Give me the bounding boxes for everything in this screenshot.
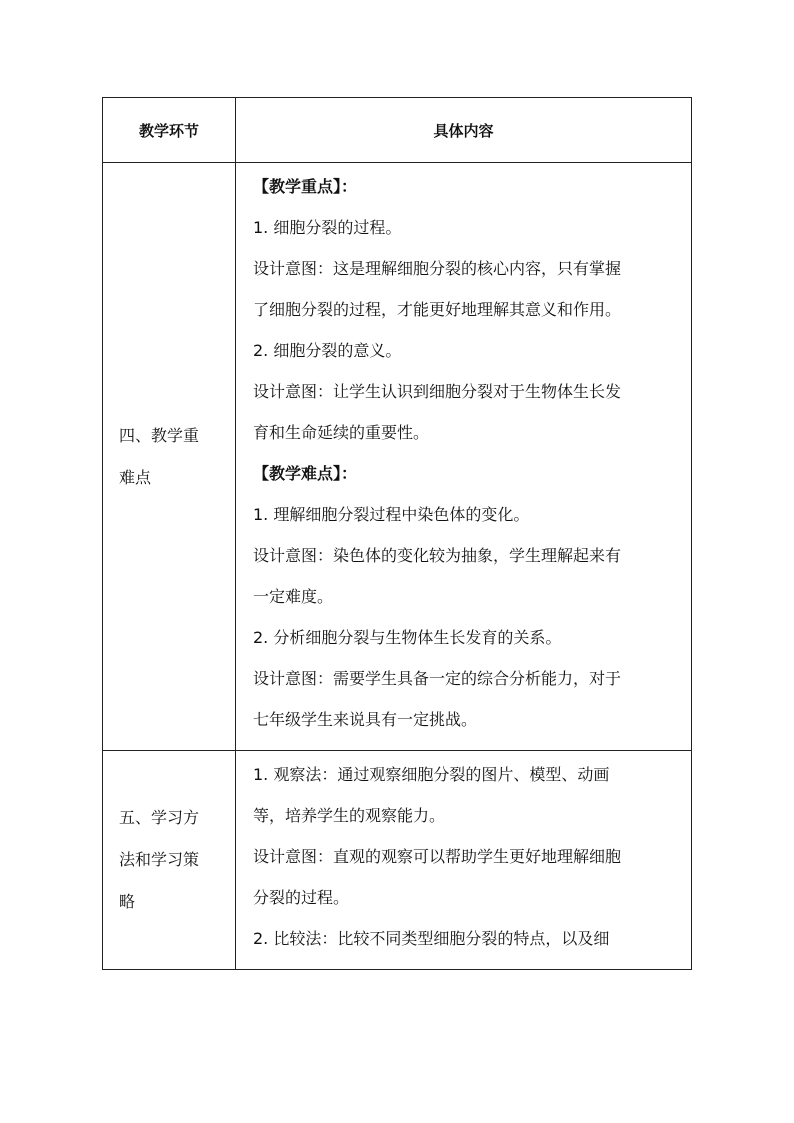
section-label-line: 四、教学重 <box>119 425 200 445</box>
content-line: 等，培养学生的观察能力。 <box>253 806 446 825</box>
header-specific-content: 具体内容 <box>236 98 692 163</box>
content-line: 设计意图：让学生认识到细胞分裂对于生物体生长发 <box>253 382 622 401</box>
content-line: 2. 比较法：比较不同类型细胞分裂的特点，以及细 <box>253 929 610 948</box>
content-line: 设计意图：需要学生具备一定的综合分析能力，对于 <box>253 669 622 688</box>
heading-teaching-focus: 【教学重点】： <box>253 177 358 196</box>
section-label-key-points <box>103 163 236 751</box>
table-row <box>103 751 692 970</box>
content-line: 一定难度。 <box>253 587 334 606</box>
content-line: 了细胞分裂的过程，才能更好地理解其意义和作用。 <box>253 300 622 319</box>
heading-teaching-difficulty: 【教学难点】： <box>253 464 358 483</box>
table-header-row <box>103 98 692 163</box>
section-label-line: 五、学习方 <box>119 808 200 827</box>
section-label-learning-methods <box>103 751 236 970</box>
header-teaching-stage: 教学环节 <box>103 98 236 163</box>
content-line: 1. 细胞分裂的过程。 <box>253 218 402 237</box>
section-label-line: 略 <box>119 892 136 911</box>
lesson-plan-table <box>102 97 692 970</box>
section-content-key-points <box>236 163 692 751</box>
content-line: 2. 细胞分裂的意义。 <box>253 341 402 360</box>
content-line: 七年级学生来说具有一定挑战。 <box>253 710 478 729</box>
content-line: 2. 分析细胞分裂与生物体生长发育的关系。 <box>253 628 562 647</box>
content-line: 设计意图：染色体的变化较为抽象，学生理解起来有 <box>253 546 622 565</box>
content-line: 分裂的过程。 <box>253 888 350 907</box>
content-line: 1. 理解细胞分裂过程中染色体的变化。 <box>253 505 530 524</box>
content-line: 设计意图：直观的观察可以帮助学生更好地理解细胞 <box>253 847 622 866</box>
content-line: 设计意图：这是理解细胞分裂的核心内容，只有掌握 <box>253 259 622 278</box>
content-line: 1. 观察法：通过观察细胞分裂的图片、模型、动画 <box>253 765 610 784</box>
section-label-line: 难点 <box>119 467 152 487</box>
section-content-learning-methods <box>236 751 692 970</box>
section-label-line: 法和学习策 <box>119 850 200 869</box>
content-line: 育和生命延续的重要性。 <box>253 423 430 442</box>
table-row <box>103 163 692 751</box>
